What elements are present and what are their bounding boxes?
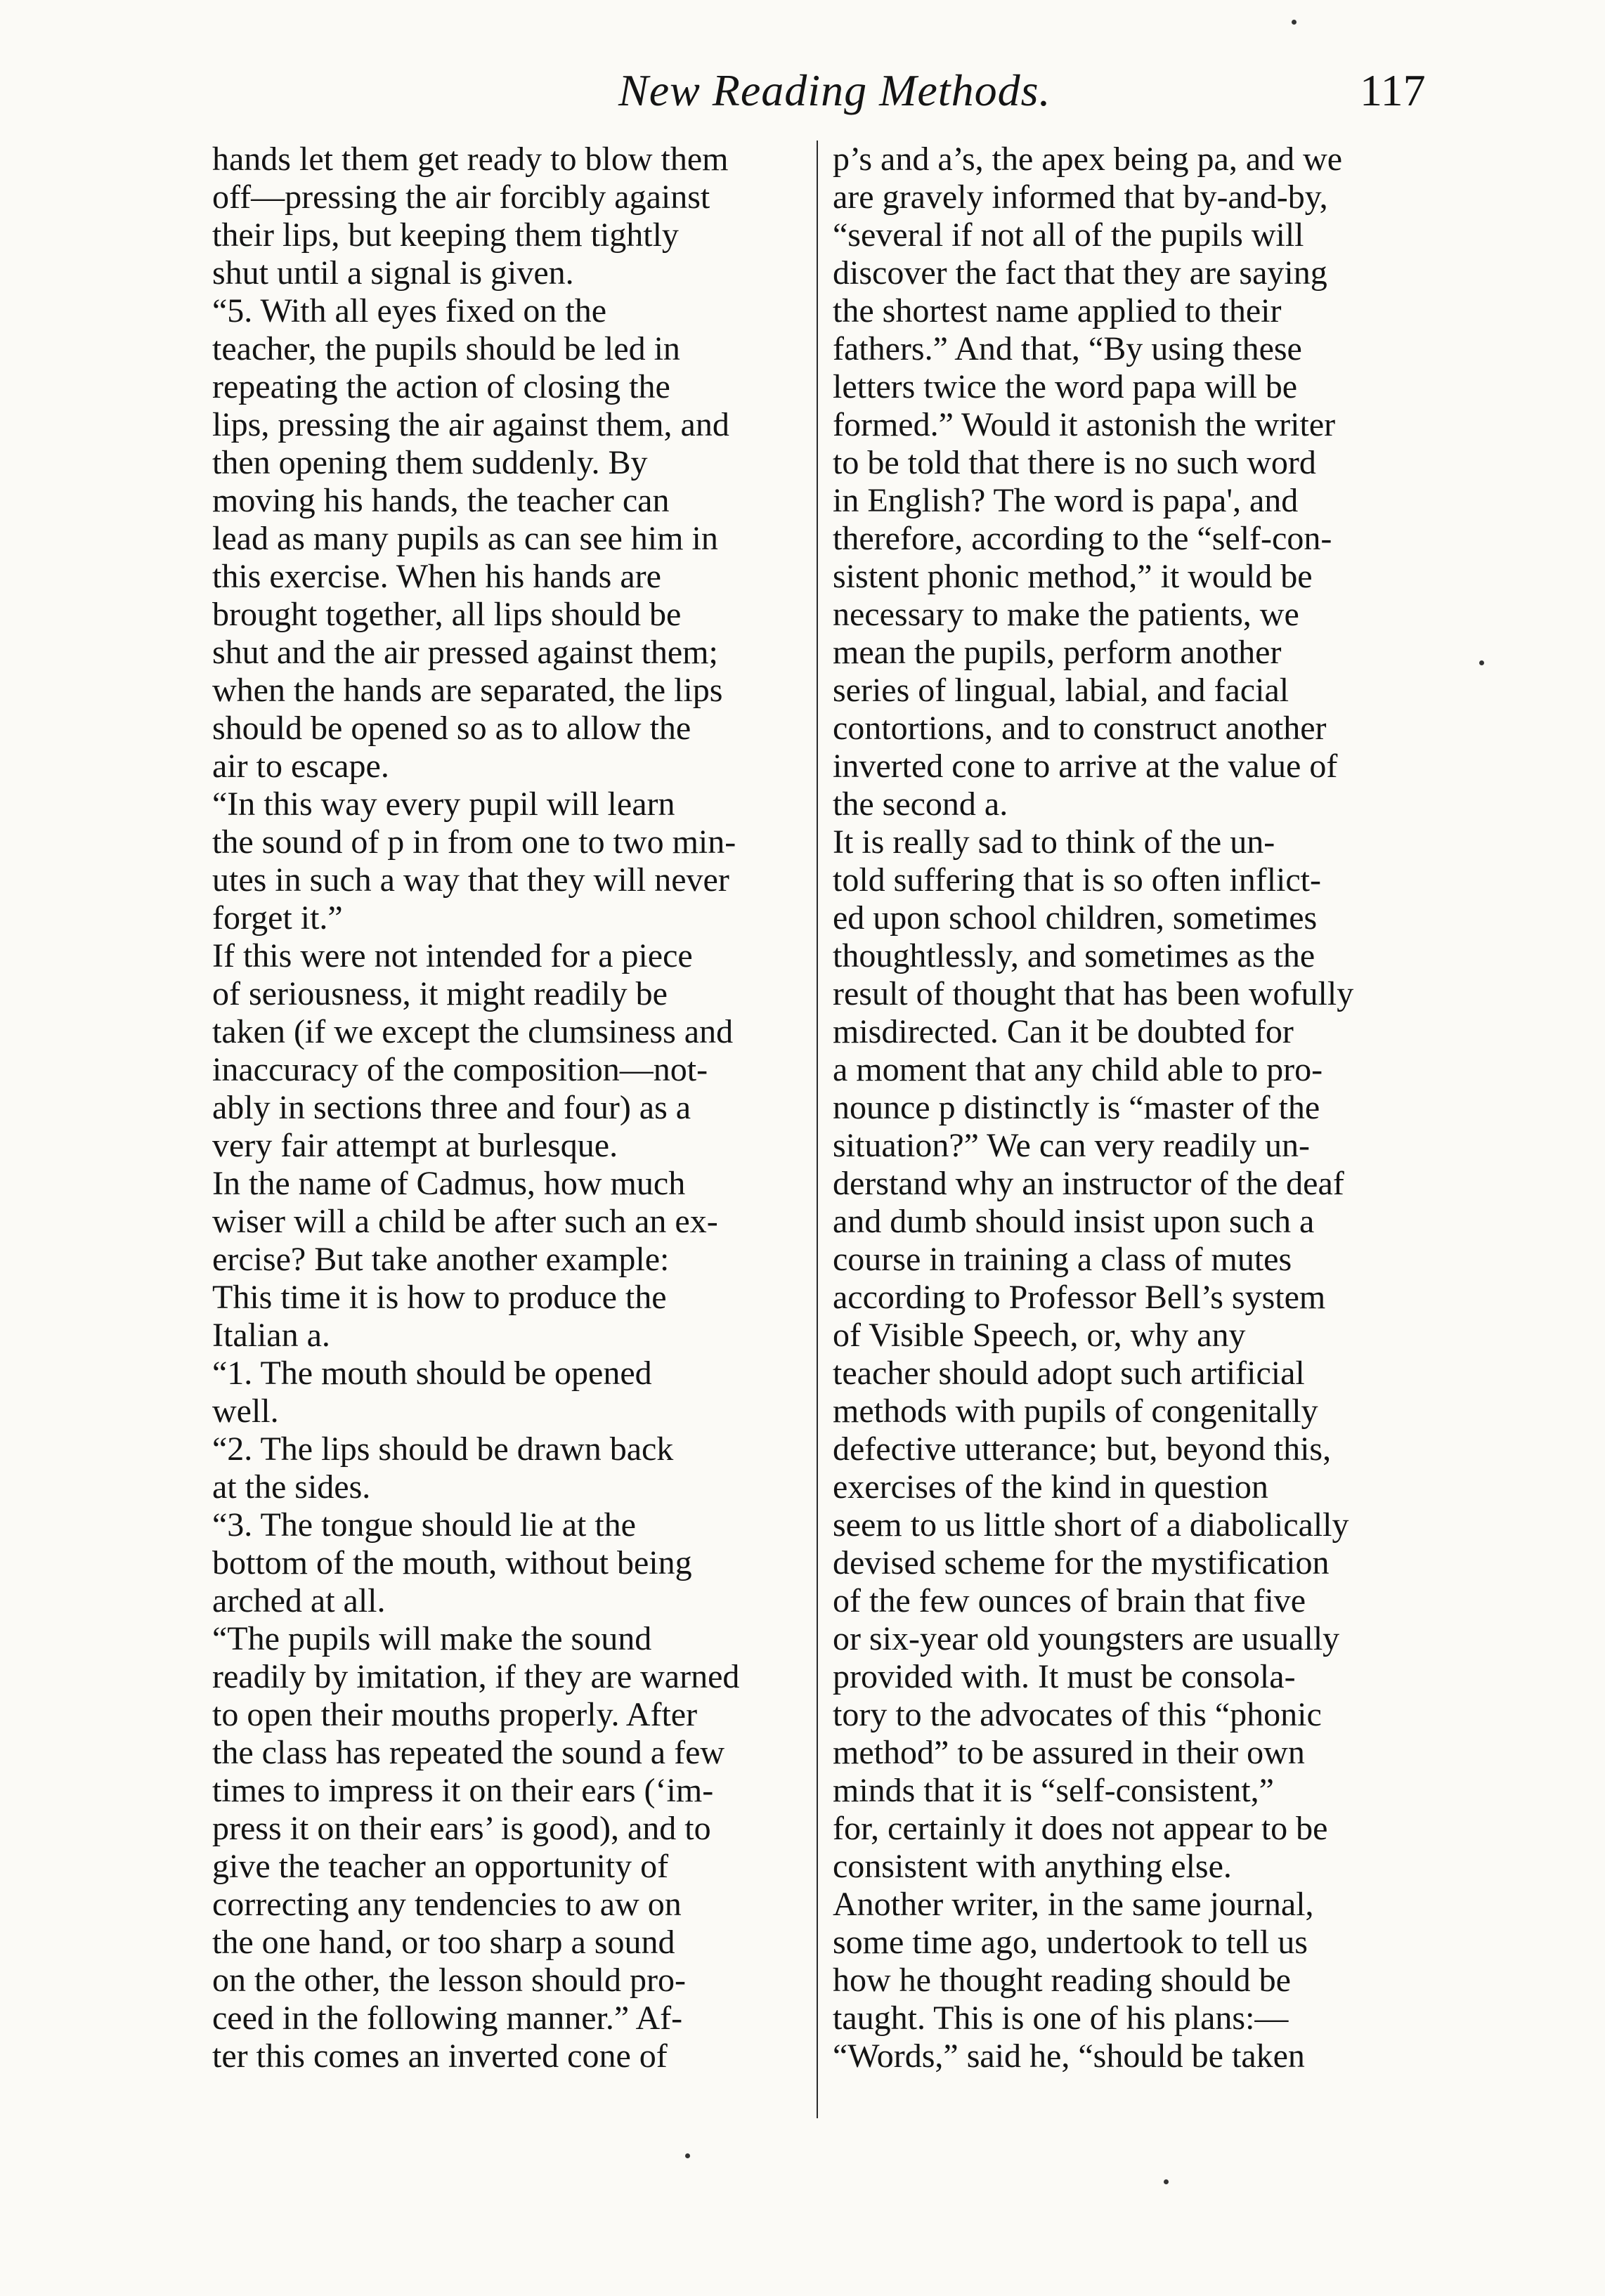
text-line: to be told that there is no such word xyxy=(833,444,1316,481)
text-line: should be opened so as to allow the xyxy=(212,710,691,747)
text-line: this exercise. When his hands are xyxy=(212,558,661,595)
text-line: shut until a signal is given. xyxy=(212,254,574,292)
text-line: of Visible Speech, or, why any xyxy=(833,1317,1246,1354)
text-line: “5. With all eyes fixed on the xyxy=(212,292,607,330)
text-line: tory to the advocates of this “phonic xyxy=(833,1696,1322,1733)
text-line: off—pressing the air forcibly against xyxy=(212,178,710,216)
text-line: correcting any tendencies to aw on xyxy=(212,1886,682,1923)
text-line: minds that it is “self-consistent,” xyxy=(833,1772,1274,1809)
text-line: necessary to make the patients, we xyxy=(833,596,1299,633)
text-line: therefore, according to the “self-con- xyxy=(833,520,1332,557)
text-line: taken (if we except the clumsiness and xyxy=(212,1013,734,1050)
text-line: utes in such a way that they will never xyxy=(212,861,729,899)
left-text-column xyxy=(212,141,802,2075)
text-line: at the sides. xyxy=(212,1468,371,1506)
text-line: It is really sad to think of the un- xyxy=(833,823,1275,861)
text-line: ter this comes an inverted cone of xyxy=(212,2037,668,2075)
text-line: series of lingual, labial, and facial xyxy=(833,672,1289,709)
text-line: inverted cone to arrive at the value of xyxy=(833,748,1338,785)
text-line: air to escape. xyxy=(212,748,389,785)
text-line: ceed in the following manner.” Af- xyxy=(212,2000,683,2037)
text-line: arched at all. xyxy=(212,1582,386,1619)
text-line: formed.” Would it astonish the writer xyxy=(833,406,1336,443)
ink-speck xyxy=(1292,20,1297,25)
page-number: 117 xyxy=(1360,65,1426,115)
text-line: or six-year old youngsters are usually xyxy=(833,1620,1340,1657)
text-line: defective utterance; but, beyond this, xyxy=(833,1430,1332,1468)
text-line: in English? The word is papa', and xyxy=(833,482,1299,519)
text-line: discover the fact that they are saying xyxy=(833,254,1327,292)
text-line: mean the pupils, perform another xyxy=(833,634,1282,671)
text-line: are gravely informed that by-and-by, xyxy=(833,178,1328,216)
ink-speck xyxy=(685,2153,690,2158)
text-line: “several if not all of the pupils will xyxy=(833,216,1304,254)
text-line: to open their mouths properly. After xyxy=(212,1696,698,1733)
text-line: nounce p distinctly is “master of the xyxy=(833,1089,1320,1126)
text-line: Italian a. xyxy=(212,1317,330,1354)
text-line: well. xyxy=(212,1392,279,1430)
text-line: the second a. xyxy=(833,785,1008,823)
text-line: their lips, but keeping them tightly xyxy=(212,216,679,254)
text-line: according to Professor Bell’s system xyxy=(833,1279,1326,1316)
text-line: of the few ounces of brain that five xyxy=(833,1582,1306,1619)
text-line: course in training a class of mutes xyxy=(833,1241,1292,1278)
running-head xyxy=(0,65,1605,121)
text-line: ed upon school children, sometimes xyxy=(833,899,1318,937)
ink-speck xyxy=(1479,660,1484,665)
text-line: of seriousness, it might readily be xyxy=(212,975,668,1012)
text-line: the one hand, or too sharp a sound xyxy=(212,1924,675,1961)
text-line: inaccuracy of the composition—not- xyxy=(212,1051,708,1088)
text-line: “2. The lips should be drawn back xyxy=(212,1430,674,1468)
text-line: letters twice the word papa will be xyxy=(833,368,1298,405)
text-line: very fair attempt at burlesque. xyxy=(212,1127,618,1164)
text-line: on the other, the lesson should pro- xyxy=(212,1962,686,1999)
column-divider xyxy=(817,141,818,2118)
text-line: If this were not intended for a piece xyxy=(212,937,693,974)
text-line: ably in sections three and four) as a xyxy=(212,1089,691,1126)
text-line: when the hands are separated, the lips xyxy=(212,672,723,709)
text-line: times to impress it on their ears (‘im- xyxy=(212,1772,714,1809)
text-line: provided with. It must be consola- xyxy=(833,1658,1296,1695)
text-line: exercises of the kind in question xyxy=(833,1468,1268,1506)
text-line: and dumb should insist upon such a xyxy=(833,1203,1315,1240)
running-title: New Reading Methods. xyxy=(618,65,1051,115)
text-line: how he thought reading should be xyxy=(833,1962,1291,1999)
text-line: “The pupils will make the sound xyxy=(212,1620,652,1657)
text-line: the sound of p in from one to two min- xyxy=(212,823,736,861)
text-line: taught. This is one of his plans:— xyxy=(833,2000,1289,2037)
text-line: sistent phonic method,” it would be xyxy=(833,558,1313,595)
text-line: give the teacher an opportunity of xyxy=(212,1848,669,1885)
text-line: method” to be assured in their own xyxy=(833,1734,1305,1771)
right-text-column xyxy=(833,141,1423,2075)
text-line: moving his hands, the teacher can xyxy=(212,482,670,519)
ink-speck xyxy=(1164,2179,1169,2184)
text-line: press it on their ears’ is good), and to xyxy=(212,1810,711,1847)
text-line: repeating the action of closing the xyxy=(212,368,670,405)
text-line: derstand why an instructor of the deaf xyxy=(833,1165,1344,1202)
text-line: a moment that any child able to pro- xyxy=(833,1051,1323,1088)
text-line: teacher, the pupils should be led in xyxy=(212,330,680,367)
text-line: In the name of Cadmus, how much xyxy=(212,1165,686,1202)
text-line: then opening them suddenly. By xyxy=(212,444,648,481)
text-line: situation?” We can very readily un- xyxy=(833,1127,1310,1164)
text-line: This time it is how to produce the xyxy=(212,1279,667,1316)
text-line: “Words,” said he, “should be taken xyxy=(833,2037,1305,2075)
text-line: seem to us little short of a diabolically xyxy=(833,1506,1349,1544)
text-line: methods with pupils of congenitally xyxy=(833,1392,1318,1430)
text-line: thoughtlessly, and sometimes as the xyxy=(833,937,1315,974)
text-line: result of thought that has been wofully xyxy=(833,975,1354,1012)
text-line: Another writer, in the same journal, xyxy=(833,1886,1314,1923)
text-line: some time ago, undertook to tell us xyxy=(833,1924,1308,1961)
text-line: for, certainly it does not appear to be xyxy=(833,1810,1328,1847)
text-line: the class has repeated the sound a few xyxy=(212,1734,725,1771)
text-line: “In this way every pupil will learn xyxy=(212,785,675,823)
text-line: told suffering that is so often inflict- xyxy=(833,861,1321,899)
text-line: fathers.” And that, “By using these xyxy=(833,330,1302,367)
text-line: contortions, and to construct another xyxy=(833,710,1327,747)
text-line: readily by imitation, if they are warned xyxy=(212,1658,740,1695)
text-line: bottom of the mouth, without being xyxy=(212,1544,692,1581)
text-line: misdirected. Can it be doubted for xyxy=(833,1013,1294,1050)
text-line: the shortest name applied to their xyxy=(833,292,1282,330)
text-line: ercise? But take another example: xyxy=(212,1241,670,1278)
text-line: brought together, all lips should be xyxy=(212,596,682,633)
text-line: devised scheme for the mystification xyxy=(833,1544,1330,1581)
text-line: shut and the air pressed against them; xyxy=(212,634,718,671)
text-line: consistent with anything else. xyxy=(833,1848,1232,1885)
text-line: forget it.” xyxy=(212,899,343,937)
text-line: teacher should adopt such artificial xyxy=(833,1355,1305,1392)
text-line: lips, pressing the air against them, and xyxy=(212,406,729,443)
text-line: wiser will a child be after such an ex- xyxy=(212,1203,718,1240)
text-line: p’s and a’s, the apex being pa, and we xyxy=(833,141,1343,178)
text-line: hands let them get ready to blow them xyxy=(212,141,729,178)
text-line: “1. The mouth should be opened xyxy=(212,1355,652,1392)
text-line: “3. The tongue should lie at the xyxy=(212,1506,636,1544)
text-line: lead as many pupils as can see him in xyxy=(212,520,718,557)
